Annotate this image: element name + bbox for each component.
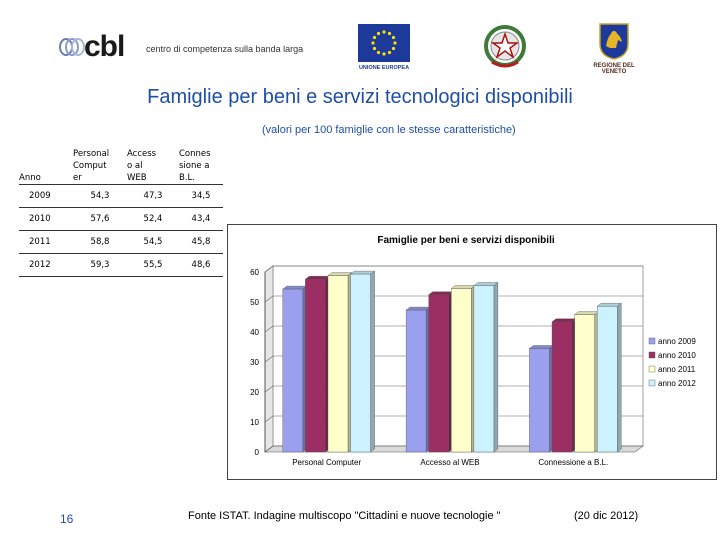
legend-label: anno 2010 [658,351,696,360]
bar [351,274,371,452]
chart-canvas [227,224,717,480]
table-row [19,185,223,208]
eu-star [371,41,374,44]
table-cell: 54,3 [73,185,127,208]
legend-label: anno 2012 [658,379,696,388]
page-title: Famiglie per beni e servizi tecnologici disponibili [147,86,573,108]
page-number: 16 [60,512,74,526]
x-tick-label: Accesso al WEB [420,458,480,467]
bar-top [529,346,553,349]
bar-top [305,276,329,279]
legend-label: anno 2009 [658,337,696,346]
bar [529,349,549,453]
bar-side [371,271,375,452]
legend-swatch [649,380,655,386]
x-tick-label: Connessione a B.L. [538,458,609,467]
table-header-row [19,142,223,185]
date-note: (20 dic 2012) [574,510,639,522]
page-subtitle: (valori per 100 famiglie con le stesse caratteristiche) [262,124,516,136]
table-cell: 45,8 [179,231,223,254]
eu-star [382,30,385,33]
eu-star [388,32,391,35]
bar [283,289,303,452]
table-header-web: Access o al WEB [127,142,179,185]
bar [597,306,617,452]
table-cell-year: 2010 [19,208,73,231]
bar-top [451,286,475,289]
legend-label: anno 2011 [658,365,696,374]
table-row [19,208,223,231]
legend-swatch [649,366,655,372]
eu-star [377,32,380,35]
eu-star [382,52,385,55]
cbl-logo [58,30,308,66]
source-note: Fonte ISTAT. Indagine multiscopo "Cittadini e nuove tecnologie " [188,510,501,522]
bar [305,279,325,452]
eu-star [373,36,376,39]
bar [328,276,348,452]
veneto-caption: REGIONE DEL VENETO [593,63,635,75]
italian-emblem-icon [480,22,530,72]
veneto-logo [586,22,642,76]
x-tick-label: Personal Computer [292,458,362,467]
y-tick-label: 60 [250,268,259,277]
table-cell: 48,6 [179,254,223,277]
table-cell: 59,3 [73,254,127,277]
table-header-pc: Personal Comput er [73,142,127,185]
table-cell-year: 2009 [19,185,73,208]
eu-star [388,51,391,54]
eu-star [393,41,396,44]
table-cell-year: 2011 [19,231,73,254]
table-cell: 47,3 [127,185,179,208]
y-tick-label: 50 [250,298,259,307]
table-row [19,231,223,254]
bar-top [283,286,307,289]
bar [552,322,572,452]
eu-logo [356,24,412,76]
table-header-bl: Connes sione a B.L. [179,142,223,185]
bar-top [575,312,599,315]
eu-flag-icon [358,24,410,62]
bar-side [494,283,498,453]
bar-chart [227,224,717,480]
bar [474,286,494,453]
bar-top [552,319,576,322]
bar [575,315,595,452]
table-cell-year: 2012 [19,254,73,277]
bar [429,295,449,452]
eu-star [373,47,376,50]
table-cell: 54,5 [127,231,179,254]
eu-caption: UNIONE EUROPEA [358,65,410,71]
bar-top [597,303,621,306]
y-tick-label: 10 [250,418,259,427]
bar-side [617,303,621,452]
eu-star [377,51,380,54]
table-cell: 52,4 [127,208,179,231]
bar [406,310,426,452]
eu-star [392,47,395,50]
legend-swatch [649,338,655,344]
cbl-mark: cbl [84,30,125,63]
table-cell: 55,5 [127,254,179,277]
chart-title: Famiglie per beni e servizi disponibili [377,235,555,246]
table-cell: 43,4 [179,208,223,231]
table-row [19,254,223,277]
data-table [19,142,223,277]
eu-star [392,36,395,39]
legend-swatch [649,352,655,358]
table-cell: 57,6 [73,208,127,231]
y-tick-label: 40 [250,328,259,337]
table-cell: 58,8 [73,231,127,254]
bar-top [328,273,352,276]
cbl-tagline: centro di competenza sulla banda larga [146,44,304,54]
y-tick-label: 30 [250,358,259,367]
bar-top [429,292,453,295]
y-tick-label: 0 [254,448,259,457]
bar-top [474,283,498,286]
bar-top [351,271,375,274]
table-cell: 34,5 [179,185,223,208]
y-tick-label: 20 [250,388,259,397]
bar [451,289,471,453]
bar-top [406,307,430,310]
table-header-anno: Anno [19,142,73,185]
veneto-lion-icon [598,22,630,60]
